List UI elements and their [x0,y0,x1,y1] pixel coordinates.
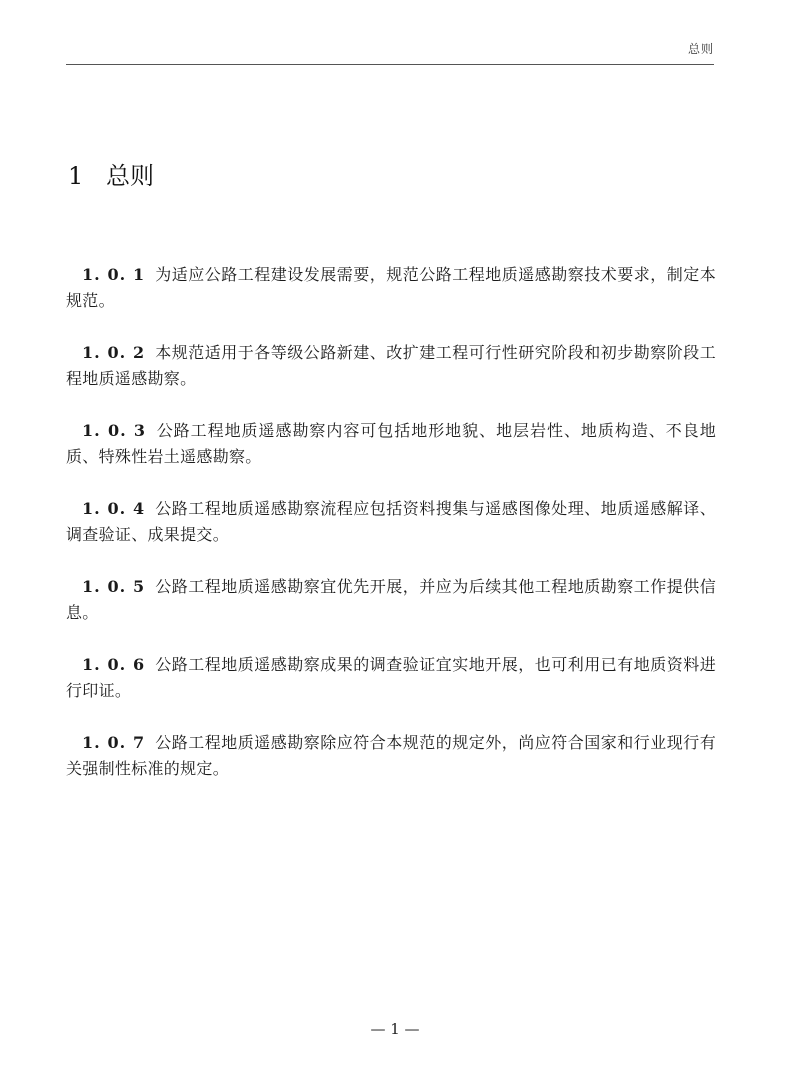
clause-text: 为适应公路工程建设发展需要，规范公路工程地质遥感勘察技术要求，制定本规范。 [66,265,716,310]
clause-number: 1. 0. 4 [82,499,146,518]
clause-1-0-5 [66,574,716,626]
clause-1-0-6 [66,652,716,704]
chapter-title [68,160,154,192]
clause-text: 公路工程地质遥感勘察流程应包括资料搜集与遥感图像处理、地质遥感解译、调查验证、成果提交。 [66,499,716,544]
clause-text: 公路工程地质遥感勘察内容可包括地形地貌、地层岩性、地质构造、不良地质、特殊性岩土遥感勘察。 [66,421,717,466]
running-header: 总则 [687,42,714,56]
clause-1-0-3 [66,418,716,470]
clause-number: 1. 0. 3 [82,421,147,440]
clause-list [66,262,716,808]
page-number: — 1 — [370,1020,420,1038]
clause-number: 1. 0. 2 [82,343,146,362]
clause-number: 1. 0. 7 [82,733,146,752]
header-rule [66,64,714,65]
clause-number: 1. 0. 1 [82,265,146,284]
clause-text: 公路工程地质遥感勘察宜优先开展，并应为后续其他工程地质勘察工作提供信息。 [66,577,716,622]
chapter-title-text: 总则 [106,162,154,190]
clause-number: 1. 0. 5 [82,577,146,596]
clause-text: 公路工程地质遥感勘察除应符合本规范的规定外，尚应符合国家和行业现行有关强制性标准的规定。 [66,733,716,778]
clause-1-0-4 [66,496,716,548]
clause-1-0-7 [66,730,716,782]
clause-1-0-1 [66,262,716,314]
clause-text: 本规范适用于各等级公路新建、改扩建工程可行性研究阶段和初步勘察阶段工程地质遥感勘察。 [66,343,716,388]
chapter-number: 1 [68,162,84,190]
clause-text: 公路工程地质遥感勘察成果的调查验证宜实地开展，也可利用已有地质资料进行印证。 [66,655,716,700]
clause-number: 1. 0. 6 [82,655,146,674]
clause-1-0-2 [66,340,716,392]
